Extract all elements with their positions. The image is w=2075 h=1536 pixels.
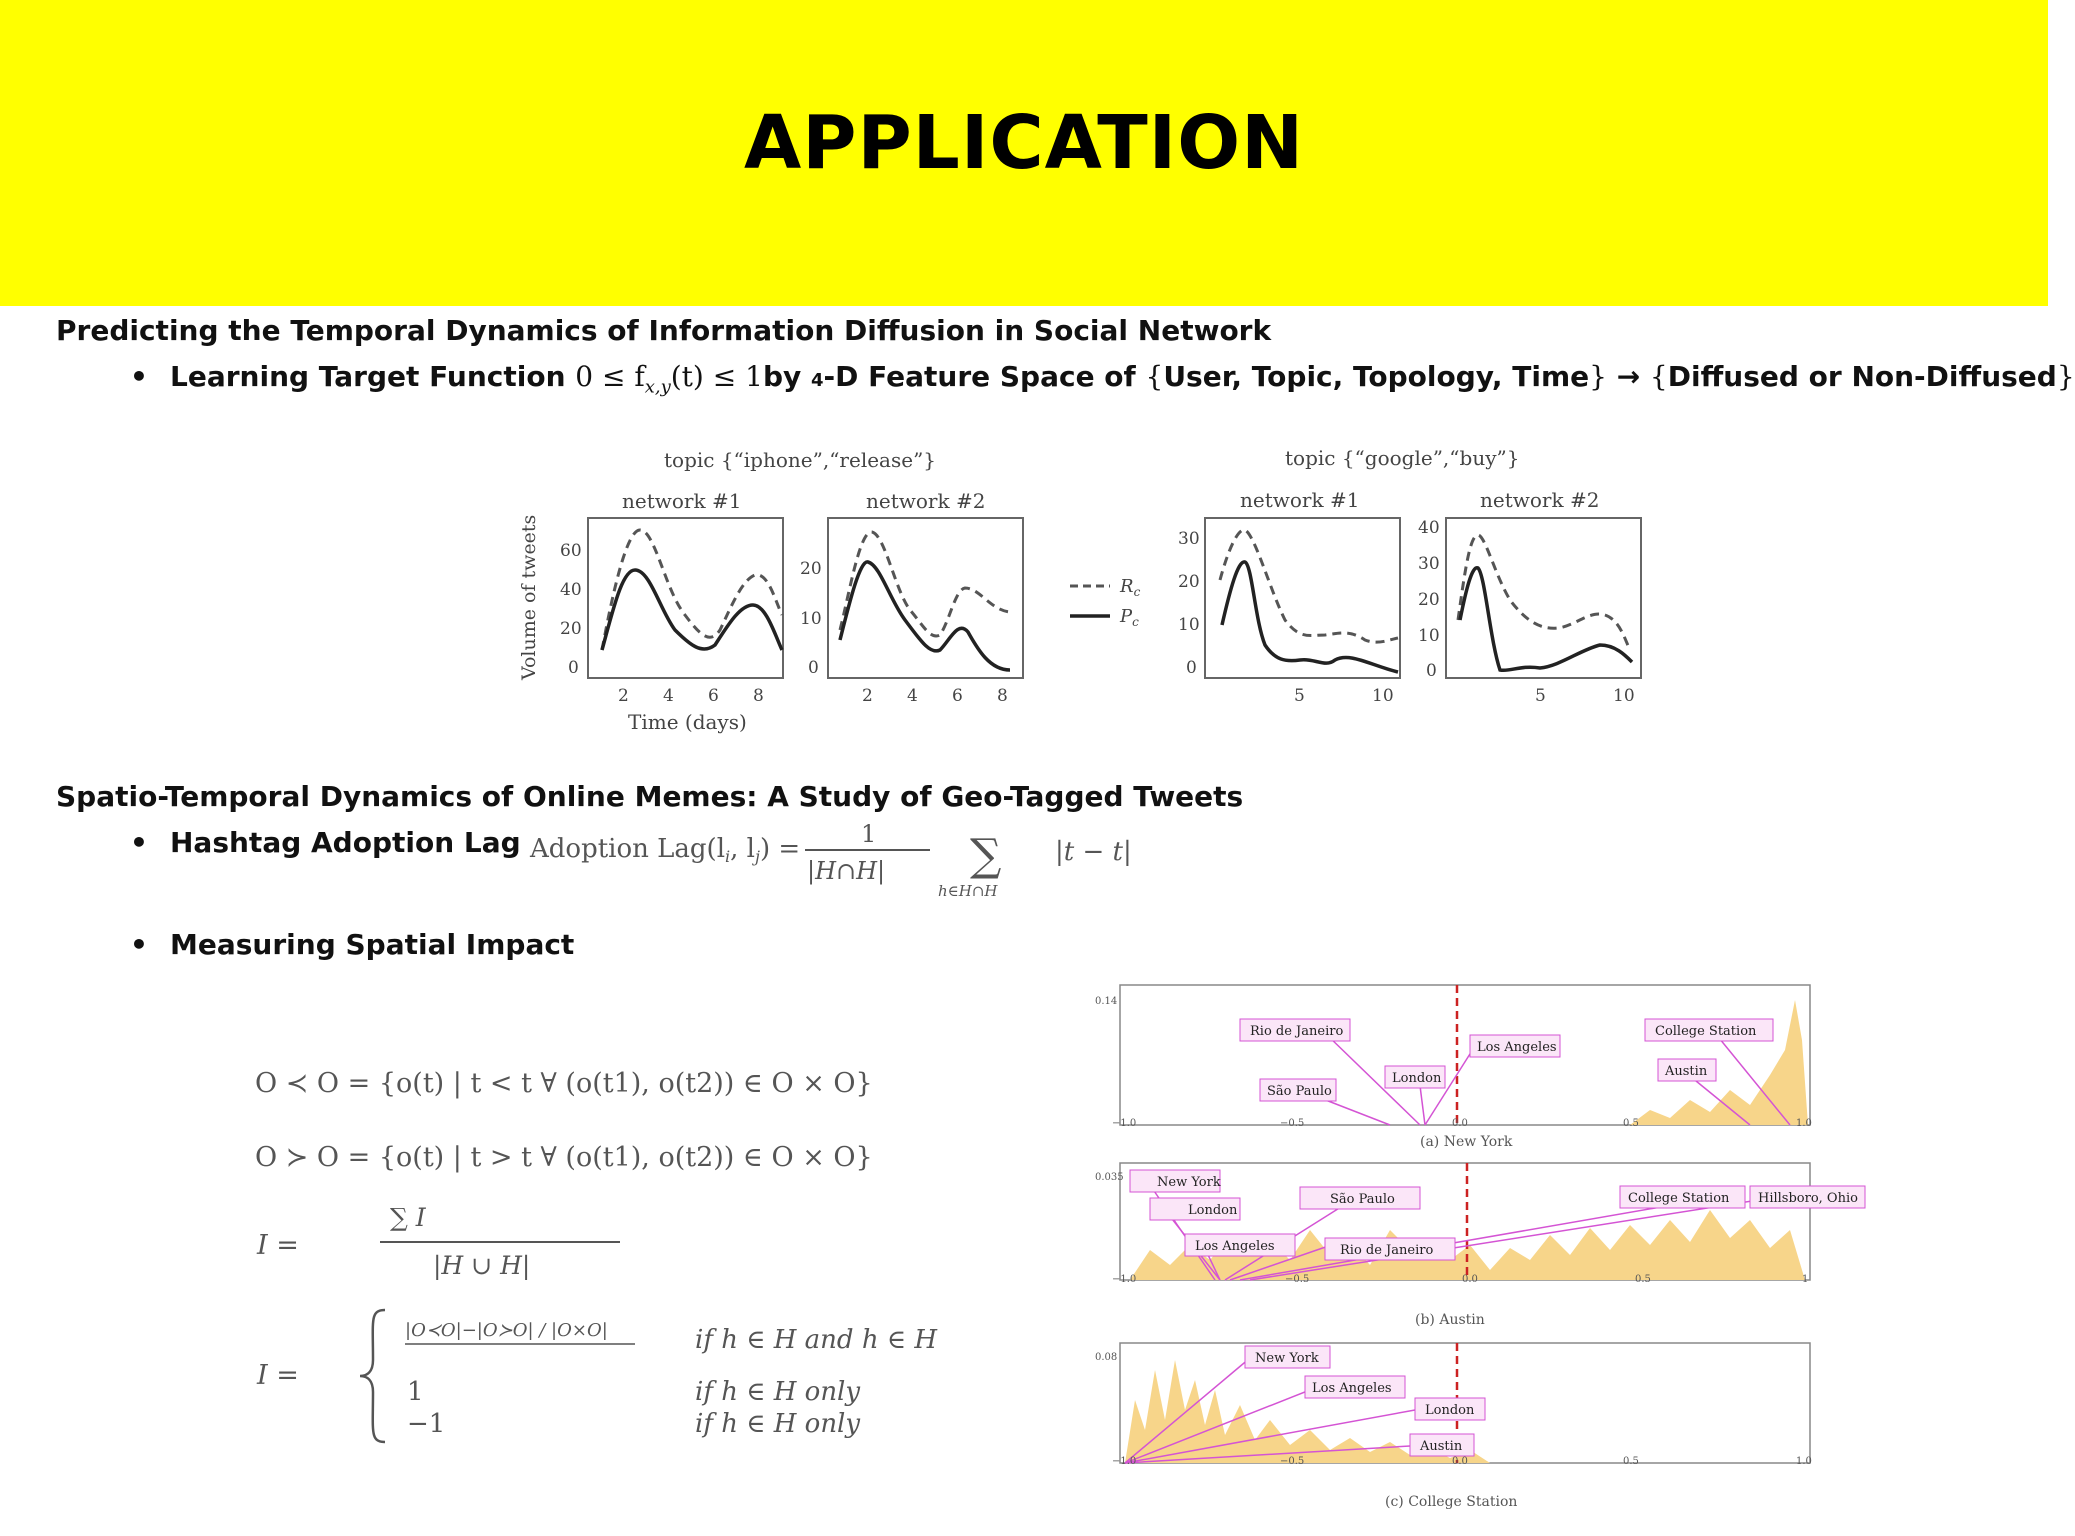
panel-a-label-rio: Rio de Janeiro (1250, 1024, 1344, 1039)
p4-solid-series (1460, 568, 1632, 671)
cases-lhs: I = (257, 1360, 299, 1391)
impact-formula (255, 1192, 735, 1292)
svg-text:1.0: 1.0 (1796, 1456, 1812, 1467)
p4-ytick: 40 (1418, 518, 1440, 538)
p3-ytick: 10 (1178, 615, 1200, 635)
panel1-network-label: network #1 (622, 489, 742, 513)
bullet-prefix: Learning Target Function (170, 360, 566, 393)
topic-left-label: topic {“iphone”,“release”} (664, 448, 937, 472)
x-axis-label: Time (days) (628, 710, 747, 734)
svg-text:−1.0: −1.0 (1112, 1118, 1137, 1129)
brace-close-2: } (2056, 360, 2075, 393)
panel2-frame (828, 518, 1023, 678)
spatial-impact-figure (1090, 980, 1858, 1520)
svg-text:−0.5: −0.5 (1280, 1118, 1305, 1129)
p4-xtick: 5 (1535, 686, 1546, 706)
impact-denominator: |H ∪ H| (433, 1251, 531, 1280)
svg-text:−1.0: −1.0 (1112, 1456, 1137, 1467)
case3-condition: if h ∈ H only (695, 1409, 861, 1439)
panel4-frame (1446, 518, 1641, 678)
sum-symbol: ∑ (970, 830, 1002, 881)
outcome-set: Diffused or Non-Diffused (1667, 360, 2057, 393)
tweet-volume-figure (510, 440, 1670, 740)
legend-p-label: $P_c$ (1120, 606, 1139, 629)
panel-b-label-london: London (1188, 1203, 1238, 1218)
svg-text:0.0: 0.0 (1462, 1274, 1478, 1285)
panel-b-label-la: Los Angeles (1195, 1239, 1275, 1254)
p1-xtick: 8 (753, 686, 764, 706)
legend-r-label: $R_c$ (1120, 576, 1141, 599)
panel-c-label-ny: New York (1255, 1351, 1319, 1366)
case1-value: |O≺O|−|O≻O| / |O×O| (405, 1320, 608, 1341)
case3-value: −1 (407, 1409, 446, 1439)
panel-a-label-austin: Austin (1665, 1064, 1708, 1079)
panel-c-label-austin: Austin (1420, 1439, 1463, 1454)
panel-a-label-sp: São Paulo (1267, 1084, 1332, 1099)
panel-a-frame (1120, 985, 1810, 1125)
impact-numerator: ∑ I (390, 1203, 426, 1232)
panel-c-label-la: Los Angeles (1312, 1381, 1392, 1396)
p4-ytick: 10 (1418, 626, 1440, 646)
p3-xtick: 5 (1294, 686, 1305, 706)
panel-b-label-hillsboro: Hillsboro, Ohio (1758, 1191, 1858, 1206)
p1-ytick: 60 (560, 541, 582, 561)
p1-dashed-series (602, 530, 782, 650)
svg-text:−0.5: −0.5 (1285, 1274, 1310, 1285)
svg-text:1: 1 (1802, 1274, 1809, 1285)
panel2-network-label: network #2 (866, 489, 986, 513)
section2-heading: Spatio-Temporal Dynamics of Online Memes: A Study of Geo-Tagged Tweets (56, 780, 1244, 813)
brace-open: { (1145, 360, 1164, 393)
p1-xtick: 2 (618, 686, 629, 706)
y-axis-label: Volume of tweets (518, 514, 540, 680)
impact-lhs: I = (257, 1230, 299, 1261)
panel-a-label-london: London (1392, 1071, 1442, 1086)
p2-xtick: 8 (997, 686, 1008, 706)
p4-ytick: 0 (1426, 661, 1437, 681)
p2-ytick: 20 (800, 559, 822, 579)
p2-ytick: 10 (800, 609, 822, 629)
p2-solid-series (840, 562, 1010, 670)
panel-c-ymax: 0.08 (1095, 1352, 1118, 1363)
section2-bullet-adoption (130, 826, 521, 859)
p3-solid-series (1222, 562, 1398, 672)
bullet-by: by (762, 360, 802, 393)
frac-numerator: 1 (861, 820, 877, 848)
p1-ytick: 40 (560, 580, 582, 600)
bullet-dim: 4 (810, 370, 824, 391)
cases-formula (255, 1300, 995, 1450)
panel-b-caption: (b) Austin (1415, 1312, 1485, 1328)
bullet-adoption-label: Hashtag Adoption Lag (170, 826, 521, 859)
p1-solid-series (602, 570, 782, 650)
panel-b-label-sp: São Paulo (1330, 1192, 1395, 1207)
svg-text:0.0: 0.0 (1452, 1456, 1468, 1467)
p2-ytick: 0 (808, 658, 819, 678)
section1-bullet (130, 360, 2075, 398)
case1-condition: if h ∈ H and h ∈ H (695, 1325, 938, 1355)
panel-b-label-rio: Rio de Janeiro (1340, 1243, 1434, 1258)
p2-xtick: 2 (862, 686, 873, 706)
panel-a-label-la: Los Angeles (1477, 1040, 1557, 1055)
svg-text:−0.5: −0.5 (1280, 1456, 1305, 1467)
topic-right-label: topic {“google”,“buy”} (1285, 446, 1520, 470)
p2-dashed-series (840, 532, 1010, 636)
bullet-dot: • (130, 826, 148, 859)
panel3-frame (1205, 518, 1400, 678)
p4-xtick: 10 (1613, 686, 1635, 706)
cases-brace (360, 1310, 385, 1442)
abs-term: |t − t| (1055, 837, 1132, 867)
case2-condition: if h ∈ H only (695, 1377, 861, 1407)
panel-b-ymax: 0.035 (1095, 1172, 1124, 1183)
svg-text:0.0: 0.0 (1452, 1118, 1468, 1129)
case2-value: 1 (407, 1377, 424, 1407)
svg-text:0.5: 0.5 (1623, 1456, 1639, 1467)
panel-a-caption: (a) New York (1420, 1134, 1513, 1150)
formula-follows: O ≻ O = {o(t) | t > t ∀ (o(t1), o(t2)) ∈ O × O} (255, 1142, 873, 1173)
p4-ytick: 20 (1418, 590, 1440, 610)
p3-dashed-series (1220, 530, 1398, 642)
feature-set: User, Topic, Topology, Time (1163, 360, 1590, 393)
p3-ytick: 20 (1178, 572, 1200, 592)
svg-text:0.5: 0.5 (1623, 1118, 1639, 1129)
bullet-mid: -D Feature Space of (823, 360, 1136, 393)
sum-subscript: h∈H∩H (938, 882, 998, 900)
brace-close: } (1589, 360, 1607, 393)
p3-ytick: 0 (1186, 658, 1197, 678)
bullet-spatial-label: Measuring Spatial Impact (170, 928, 575, 961)
p3-xtick: 10 (1372, 686, 1394, 706)
svg-text:0.5: 0.5 (1635, 1274, 1651, 1285)
svg-text:1.0: 1.0 (1796, 1118, 1812, 1129)
arrow-icon: → (1616, 360, 1641, 393)
frac-denominator: |H∩H| (807, 857, 886, 885)
panel-c-caption: (c) College Station (1385, 1494, 1518, 1510)
panel4-network-label: network #2 (1480, 488, 1600, 512)
p1-ytick: 0 (568, 658, 579, 678)
p1-xtick: 6 (708, 686, 719, 706)
p2-xtick: 4 (907, 686, 918, 706)
bullet-dot: • (130, 928, 148, 961)
p3-ytick: 30 (1178, 529, 1200, 549)
panel-a-ymax: 0.14 (1095, 996, 1118, 1007)
adoption-lag-formula (525, 812, 1165, 902)
p2-xtick: 6 (952, 686, 963, 706)
brace-open-2: { (1649, 360, 1668, 393)
p4-ytick: 30 (1418, 554, 1440, 574)
panel-b-label-ny: New York (1157, 1175, 1221, 1190)
panel-a-label-cs: College Station (1655, 1024, 1757, 1039)
page-title: APPLICATION (743, 100, 1305, 186)
svg-text:−1.0: −1.0 (1112, 1274, 1137, 1285)
bullet-dot: • (130, 360, 148, 393)
formula-precedes: O ≺ O = {o(t) | t < t ∀ (o(t1), o(t2)) ∈ O × O} (255, 1068, 873, 1099)
panel-c-label-london: London (1425, 1403, 1475, 1418)
section1-heading: Predicting the Temporal Dynamics of Information Diffusion in Social Network (56, 314, 1272, 347)
math-range: $0 \le f_{x,y}(t) \le 1$ (575, 360, 763, 398)
panel-b-label-cs: College Station (1628, 1191, 1730, 1206)
p1-ytick: 20 (560, 619, 582, 639)
panel3-network-label: network #1 (1240, 488, 1360, 512)
adoption-lhs: Adoption Lag(li, lj) = (530, 834, 801, 866)
p1-xtick: 4 (663, 686, 674, 706)
section2-bullet-spatial (130, 928, 574, 961)
